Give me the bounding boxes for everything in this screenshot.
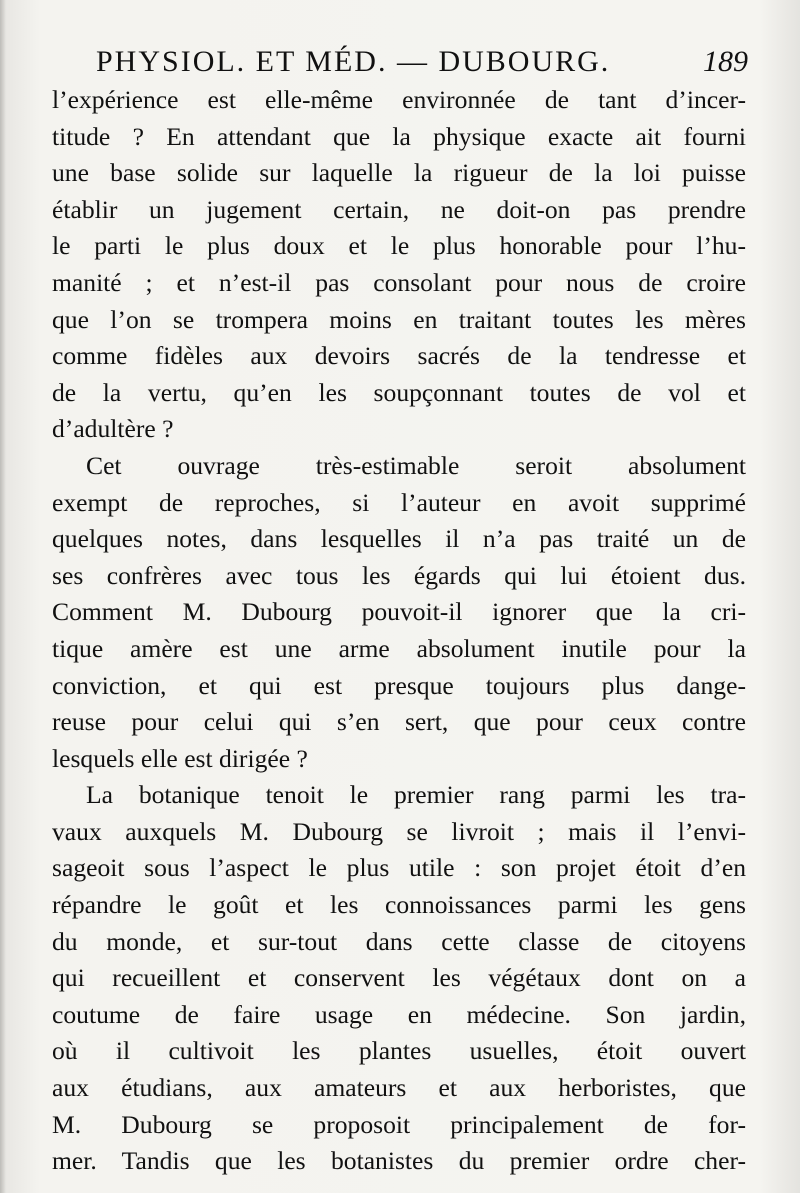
- paragraph: [52, 777, 746, 1180]
- text-line: comme fidèles aux devoirs sacrés de la tendresse et: [52, 341, 746, 371]
- text-line: Cet ouvrage très-estimable seroit absolument: [86, 450, 746, 480]
- text-line: de la vertu, qu’en les soupçonnant toutes de vol et: [52, 377, 746, 407]
- paragraph: [52, 448, 746, 777]
- text-line: que l’on se trompera moins en traitant toutes les mères: [52, 304, 746, 334]
- text-line: La botanique tenoit le premier rang parmi les tra-: [86, 780, 746, 810]
- text-line: Comment M. Dubourg pouvoit-il ignorer que la cri-: [52, 597, 746, 627]
- text-line: établir un jugement certain, ne doit-on pas prendre: [52, 194, 746, 224]
- text-line: vaux auxquels M. Dubourg se livroit ; mais il l’envi-: [52, 816, 746, 846]
- text-line: qui recueillent et conservent les végétaux dont on a: [52, 963, 746, 993]
- page-number: 189: [703, 45, 748, 78]
- text-line: où il cultivoit les plantes usuelles, étoit ouvert: [52, 1036, 746, 1066]
- text-line: répandre le goût et les connoissances parmi les gens: [52, 890, 746, 920]
- text-line: une base solide sur laquelle la rigueur de la loi puisse: [52, 158, 746, 188]
- running-title: PHYSIOL. ET MÉD. — DUBOURG.: [96, 45, 611, 78]
- text-line: quelques notes, dans lesquelles il n’a pas traité un de: [52, 524, 746, 554]
- text-line: d’adultère ?: [52, 414, 174, 444]
- text-line: exempt de reproches, si l’auteur en avoit supprimé: [52, 487, 746, 517]
- text-line: coutume de faire usage en médecine. Son jardin,: [52, 999, 746, 1029]
- text-line: conviction, et qui est presque toujours plus dange-: [52, 670, 746, 700]
- text-line: tique amère est une arme absolument inutile pour la: [52, 633, 746, 663]
- text-line: du monde, et sur-tout dans cette classe de citoyens: [52, 926, 746, 956]
- text-line: le parti le plus doux et le plus honorable pour l’hu-: [52, 231, 746, 261]
- page-header: [96, 42, 748, 82]
- text-line: mer. Tandis que les botanistes du premier ordre cher-: [52, 1146, 746, 1176]
- paragraph: [52, 82, 746, 448]
- text-line: ses confrères avec tous les égards qui lui étoient dus.: [52, 560, 746, 590]
- text-line: lesquels elle est dirigée ?: [52, 743, 308, 773]
- text-line: titude ? En attendant que la physique exacte ait fourni: [52, 121, 746, 151]
- scan-edge-shadow: [0, 0, 6, 1193]
- text-line: reuse pour celui qui s’en sert, que pour ceux contre: [52, 707, 746, 737]
- text-line: sageoit sous l’aspect le plus utile : son projet étoit d’en: [52, 853, 746, 883]
- text-line: manité ; et n’est-il pas consolant pour nous de croire: [52, 267, 746, 297]
- body-text: [52, 82, 746, 1180]
- text-line: aux étudians, aux amateurs et aux herboristes, que: [52, 1073, 746, 1103]
- text-line: l’expérience est elle-même environnée de tant d’incer-: [52, 85, 746, 114]
- text-line: M. Dubourg se proposoit principalement de for-: [52, 1109, 746, 1139]
